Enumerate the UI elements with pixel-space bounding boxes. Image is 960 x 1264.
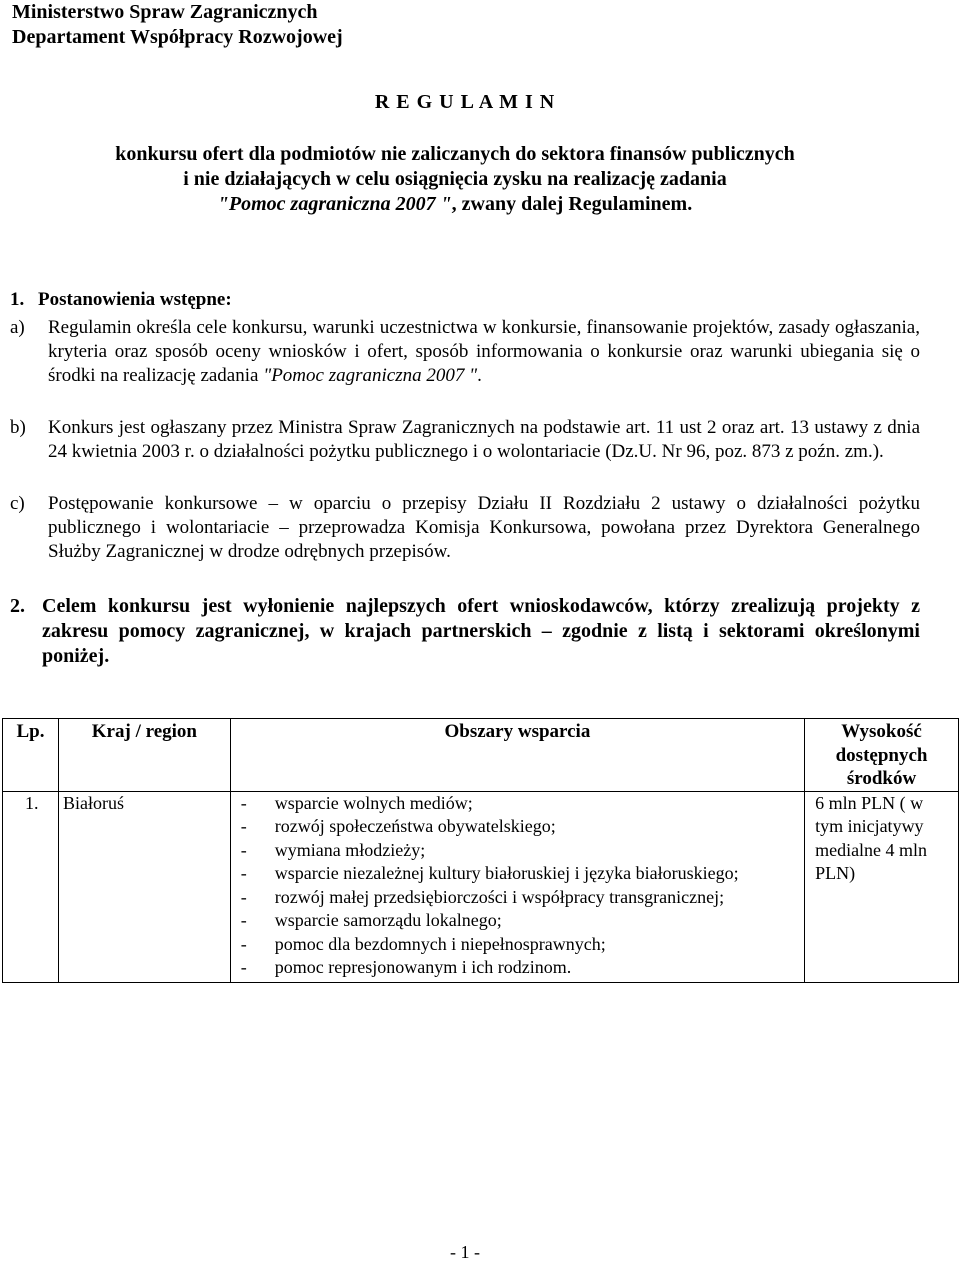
section-2-number: 2. — [10, 595, 25, 617]
item-label: c) — [10, 493, 25, 514]
section-1-number: 1. — [10, 289, 25, 310]
table-header-row — [3, 719, 959, 792]
section-1-item-b — [10, 416, 920, 464]
section-1-item-a — [10, 316, 920, 388]
list-item: - pomoc dla bezdomnych i niepełnosprawnych; — [235, 933, 800, 957]
list-item: - rozwój społeczeństwa obywatelskiego; — [235, 815, 800, 839]
item-text — [48, 316, 920, 388]
list-item: - wsparcie niezależnej kultury białoruskiej i języka białoruskiego; — [235, 862, 800, 886]
page-number: - 1 - — [450, 1242, 480, 1262]
cell-country: Białoruś — [58, 791, 230, 982]
document-subtitle — [0, 142, 910, 217]
cell-support-areas — [230, 791, 804, 982]
cell-lp: 1. — [3, 791, 59, 982]
item-text-main: Regulamin określa cele konkursu, warunki uczestnictwa w konkursie, finansowanie projektów, zasady ogłaszania, kryteria oraz sposób oceny wniosków i ofert, sposób informowania o konkursie oraz warunki ubiegania się o środki na realizację zadania — [48, 317, 920, 386]
ministry-name: Ministerstwo Spraw Zagranicznych — [12, 1, 318, 23]
department-name: Departament Współpracy Rozwojowej — [12, 26, 343, 48]
list-item: - pomoc represjonowanym i ich rodzinom. — [235, 956, 800, 980]
section-1-heading: Postanowienia wstępne: — [38, 289, 232, 310]
subtitle-line-3-rest: , zwany dalej Regulaminem. — [451, 193, 693, 215]
item-text-italic: "Pomoc zagraniczna 2007 " — [263, 365, 478, 386]
item-label: b) — [10, 417, 26, 438]
item-label: a) — [10, 317, 25, 338]
document-title: R E G U L A M I N — [374, 91, 556, 113]
header-funds: Wysokość dostępnych środków — [805, 719, 959, 792]
ministry-header — [12, 0, 343, 50]
section-2-text: Celem konkursu jest wyłonienie najlepszych ofert wnioskodawców, którzy zrealizują projekty z zakresu pomocy zagranicznej, w krajach partnerskich – zgodnie z listą i sektorami określonymi poniżej. — [42, 595, 920, 667]
countries-table — [2, 718, 959, 983]
list-item: - wymiana młodzieży; — [235, 839, 800, 863]
table-row — [3, 791, 959, 982]
subtitle-line-2: i nie działających w celu osiągnięcia zysku na realizację zadania — [183, 168, 727, 190]
item-text: Konkurs jest ogłaszany przez Ministra Spraw Zagranicznych na podstawie art. 11 ust 2 oraz art. 13 ustawy z dnia 24 kwietnia 2003 r. o działalności pożytku publicznego i o wolontariacie (Dz.U. Nr 96, poz. 873 z poźn. zm.). — [48, 417, 920, 462]
list-item: - wsparcie samorządu lokalnego; — [235, 909, 800, 933]
support-areas-list — [235, 792, 800, 980]
list-item: - wsparcie wolnych mediów; — [235, 792, 800, 816]
header-lp: Lp. — [3, 719, 59, 792]
subtitle-task-name: "Pomoc zagraniczna 2007 " — [217, 193, 452, 215]
header-support-areas: Obszary wsparcia — [230, 719, 804, 792]
item-text-end: . — [477, 365, 482, 386]
list-item: - rozwój małej przedsiębiorczości i współpracy transgranicznej; — [235, 886, 800, 910]
subtitle-line-3 — [0, 192, 910, 217]
item-text: Postępowanie konkursowe – w oparciu o przepisy Działu II Rozdziału 2 ustawy o działalności pożytku publicznego i wolontariacie – przeprowadza Komisja Konkursowa, powołana przez Dyrektora Generalnego Służby Zagranicznej w drodze odrębnych przepisów. — [48, 493, 920, 562]
section-2 — [10, 594, 920, 669]
subtitle-line-1: konkursu ofert dla podmiotów nie zaliczanych do sektora finansów publicznych — [115, 143, 795, 165]
cell-funds: 6 mln PLN ( w tym inicjatywy medialne 4 mln PLN) — [805, 791, 959, 982]
section-1-item-c — [10, 492, 920, 564]
header-country: Kraj / region — [58, 719, 230, 792]
